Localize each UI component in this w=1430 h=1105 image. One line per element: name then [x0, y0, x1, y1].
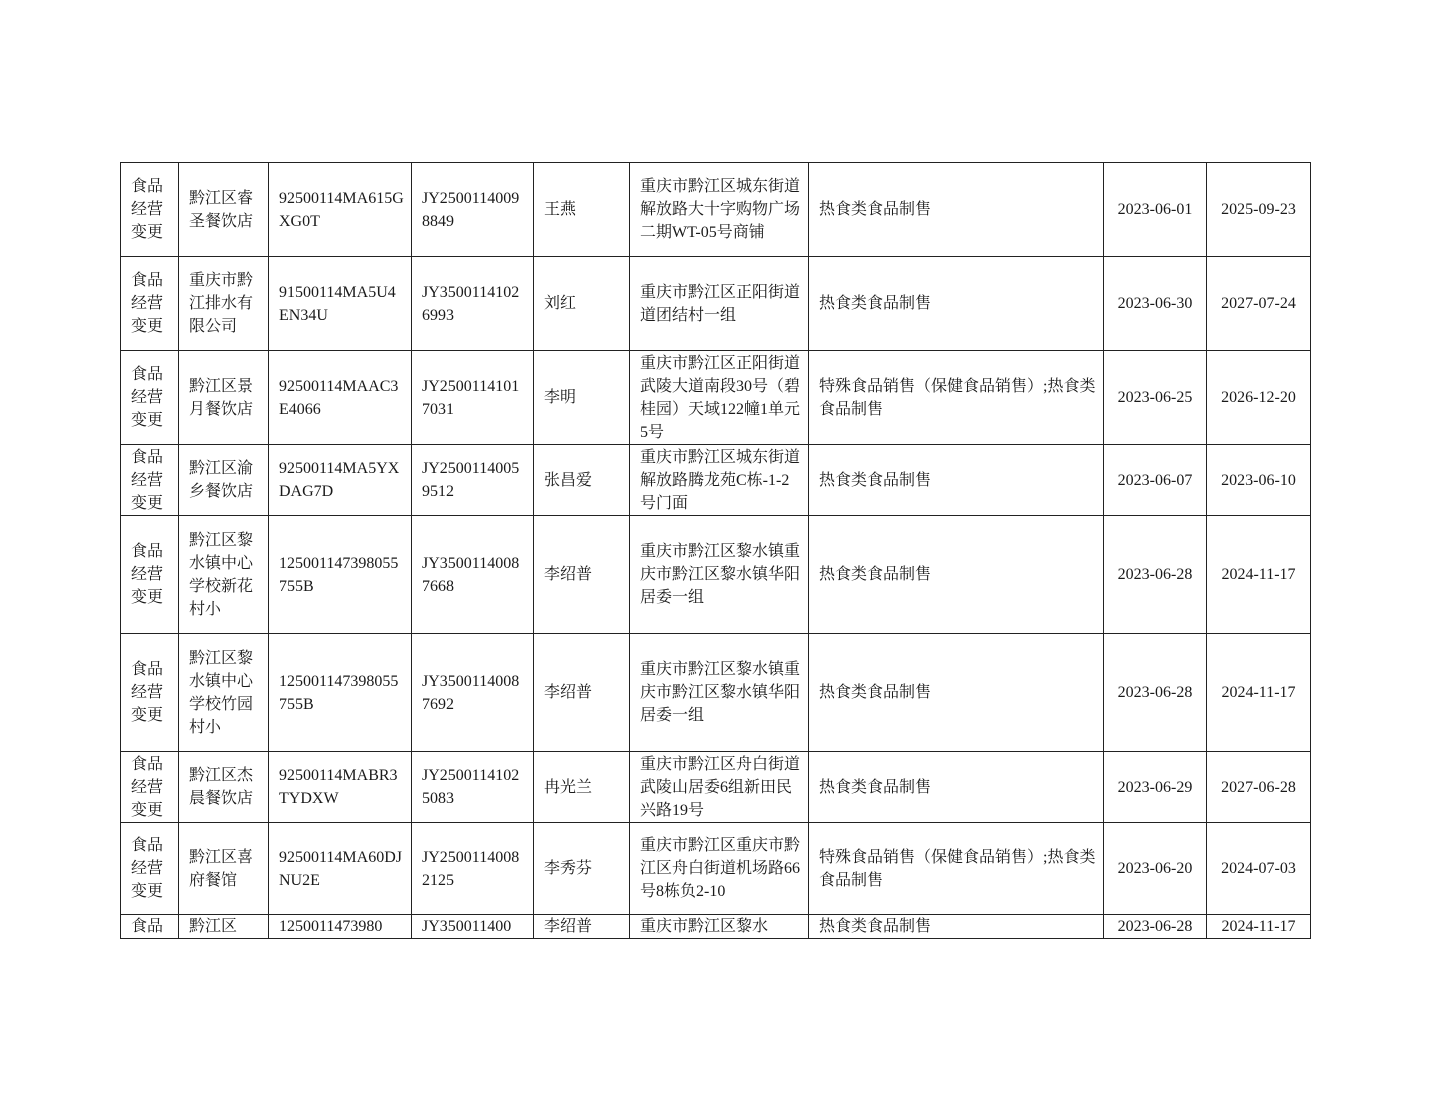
cell-end-date: 2023-06-10 — [1207, 445, 1311, 516]
cell-address: 重庆市黔江区重庆市黔江区舟白街道机场路66号8栋负2-10 — [630, 823, 809, 915]
cell-address: 重庆市黔江区舟白街道武陵山居委6组新田民兴路19号 — [630, 752, 809, 823]
table-row — [121, 351, 1311, 445]
cell-address: 重庆市黔江区黎水镇重庆市黔江区黎水镇华阳居委一组 — [630, 634, 809, 752]
cell-license: JY35001141026993 — [412, 257, 534, 351]
cell-type: 食品经营变更 — [121, 163, 179, 257]
records-table — [120, 162, 1311, 939]
cell-start-date: 2023-06-28 — [1104, 915, 1207, 939]
cell-type: 食品经营变更 — [121, 257, 179, 351]
cell-type: 食品经营变更 — [121, 634, 179, 752]
cell-end-date: 2027-07-24 — [1207, 257, 1311, 351]
table-row — [121, 915, 1311, 939]
cell-type: 食品 — [121, 915, 179, 939]
cell-address: 重庆市黔江区黎水镇重庆市黔江区黎水镇华阳居委一组 — [630, 516, 809, 634]
cell-address: 重庆市黔江区城东街道解放路大十字购物广场二期WT-05号商铺 — [630, 163, 809, 257]
cell-person: 李绍普 — [534, 634, 630, 752]
table-row — [121, 445, 1311, 516]
cell-person: 张昌爱 — [534, 445, 630, 516]
cell-scope: 热食类食品制售 — [809, 163, 1104, 257]
cell-type: 食品经营变更 — [121, 445, 179, 516]
cell-name: 黔江区景月餐饮店 — [179, 351, 269, 445]
cell-credit-code: 92500114MAAC3E4066 — [269, 351, 412, 445]
cell-person: 李明 — [534, 351, 630, 445]
cell-address: 重庆市黔江区城东街道解放路腾龙苑C栋-1-2号门面 — [630, 445, 809, 516]
cell-license: JY25001140082125 — [412, 823, 534, 915]
cell-name: 黔江区黎水镇中心学校新花村小 — [179, 516, 269, 634]
table-row — [121, 634, 1311, 752]
cell-person: 李绍普 — [534, 516, 630, 634]
cell-address: 重庆市黔江区黎水 — [630, 915, 809, 939]
cell-scope: 热食类食品制售 — [809, 752, 1104, 823]
cell-end-date: 2024-11-17 — [1207, 915, 1311, 939]
table-row — [121, 257, 1311, 351]
cell-address: 重庆市黔江区正阳街道道团结村一组 — [630, 257, 809, 351]
cell-name: 黔江区睿圣餐饮店 — [179, 163, 269, 257]
cell-type: 食品经营变更 — [121, 516, 179, 634]
cell-name: 重庆市黔江排水有限公司 — [179, 257, 269, 351]
cell-name: 黔江区杰晨餐饮店 — [179, 752, 269, 823]
cell-scope: 热食类食品制售 — [809, 915, 1104, 939]
table-row — [121, 516, 1311, 634]
cell-credit-code: 91500114MA5U4EN34U — [269, 257, 412, 351]
cell-start-date: 2023-06-25 — [1104, 351, 1207, 445]
cell-start-date: 2023-06-28 — [1104, 516, 1207, 634]
cell-credit-code: 92500114MABR3TYDXW — [269, 752, 412, 823]
cell-scope: 特殊食品销售（保健食品销售）;热食类食品制售 — [809, 351, 1104, 445]
cell-address: 重庆市黔江区正阳街道武陵大道南段30号（碧桂园）天域122幢1单元5号 — [630, 351, 809, 445]
cell-credit-code: 1250011473980 — [269, 915, 412, 939]
cell-credit-code: 92500114MA60DJNU2E — [269, 823, 412, 915]
cell-name: 黔江区黎水镇中心学校竹园村小 — [179, 634, 269, 752]
cell-end-date: 2024-11-17 — [1207, 634, 1311, 752]
cell-scope: 热食类食品制售 — [809, 634, 1104, 752]
cell-scope: 热食类食品制售 — [809, 445, 1104, 516]
cell-credit-code: 92500114MA5YXDAG7D — [269, 445, 412, 516]
cell-person: 冉光兰 — [534, 752, 630, 823]
cell-start-date: 2023-06-07 — [1104, 445, 1207, 516]
cell-license: JY350011400 — [412, 915, 534, 939]
cell-scope: 热食类食品制售 — [809, 257, 1104, 351]
cell-name: 黔江区 — [179, 915, 269, 939]
cell-license: JY35001140087668 — [412, 516, 534, 634]
cell-license: JY25001140059512 — [412, 445, 534, 516]
cell-start-date: 2023-06-20 — [1104, 823, 1207, 915]
cell-person: 刘红 — [534, 257, 630, 351]
cell-start-date: 2023-06-28 — [1104, 634, 1207, 752]
cell-name: 黔江区渝乡餐饮店 — [179, 445, 269, 516]
cell-license: JY35001140087692 — [412, 634, 534, 752]
cell-end-date: 2024-07-03 — [1207, 823, 1311, 915]
cell-end-date: 2024-11-17 — [1207, 516, 1311, 634]
table-row — [121, 163, 1311, 257]
table-row — [121, 823, 1311, 915]
cell-scope: 特殊食品销售（保健食品销售）;热食类食品制售 — [809, 823, 1104, 915]
cell-person: 王燕 — [534, 163, 630, 257]
cell-credit-code: 125001147398055755B — [269, 516, 412, 634]
cell-person: 李绍普 — [534, 915, 630, 939]
cell-license: JY25001140098849 — [412, 163, 534, 257]
cell-person: 李秀芬 — [534, 823, 630, 915]
cell-end-date: 2027-06-28 — [1207, 752, 1311, 823]
cell-scope: 热食类食品制售 — [809, 516, 1104, 634]
cell-name: 黔江区喜府餐馆 — [179, 823, 269, 915]
cell-start-date: 2023-06-29 — [1104, 752, 1207, 823]
cell-end-date: 2025-09-23 — [1207, 163, 1311, 257]
cell-credit-code: 125001147398055755B — [269, 634, 412, 752]
cell-start-date: 2023-06-01 — [1104, 163, 1207, 257]
cell-type: 食品经营变更 — [121, 823, 179, 915]
cell-license: JY25001141025083 — [412, 752, 534, 823]
cell-end-date: 2026-12-20 — [1207, 351, 1311, 445]
cell-type: 食品经营变更 — [121, 752, 179, 823]
cell-credit-code: 92500114MA615GXG0T — [269, 163, 412, 257]
cell-license: JY25001141017031 — [412, 351, 534, 445]
cell-start-date: 2023-06-30 — [1104, 257, 1207, 351]
cell-type: 食品经营变更 — [121, 351, 179, 445]
table-row — [121, 752, 1311, 823]
